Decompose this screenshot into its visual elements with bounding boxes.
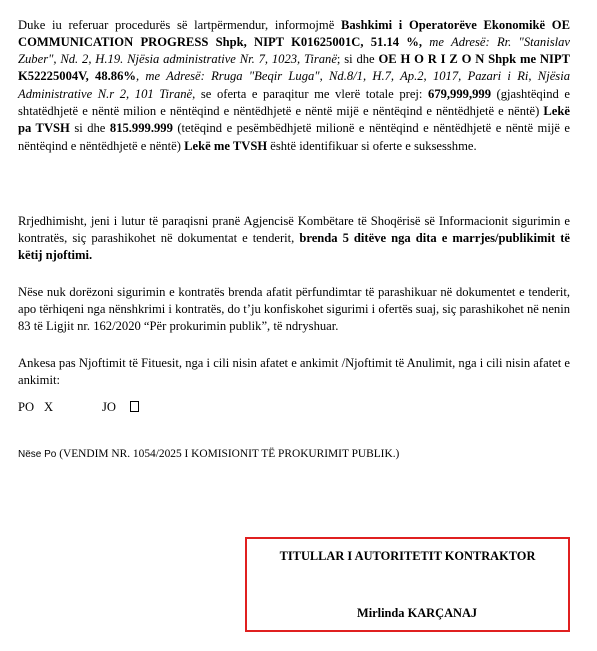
text-segment: (gjashtëqind e shtatëdhjetë e nëntë milion e nëntëqind e nëntëdhjetë e nëntë mijë e nëntëqind e nëntëdhjetë e nëntë) — [18, 86, 570, 119]
text-segment: , se oferta e paraqitur me vlerë totale prej: — [192, 86, 429, 101]
vat-label: Lekë me TVSH — [184, 138, 268, 153]
winner-notice-paragraph — [18, 17, 570, 155]
signatory-title: TITULLAR I AUTORITETIT KONTRAKTOR — [279, 549, 536, 563]
address-1: me Adresë: Rr. "Stanislav Zuber", Nd. 2, H.19. Njësia administrative Nr. 7, 1023, Tiranë — [18, 34, 570, 67]
text-segment: Nëse Po — [18, 449, 57, 461]
text-segment: Rrjedhimisht, jeni i lutur të paraqisni pranë Agjencisë Kombëtare të Shoqërisë së Informacionit sigurimin e kontratës, siç parashikohet në dokumentat e tenderit, — [18, 213, 570, 245]
complaint-paragraph: Ankesa pas Njoftimit të Fituesit, nga i cili nisin afatet e ankimit /Njoftimit të Anulimit, nga i cili nisin afatet e ankimit: — [18, 355, 570, 387]
decision-reference — [18, 446, 578, 463]
text-segment: (VENDIM NR. 1054/2025 I KOMISIONIT TË PROKURIMIT PUBLIK.) — [56, 448, 400, 461]
partner-name: OE H O R I Z O N Shpk me NIPT K52225004V, 48.86% — [18, 52, 570, 84]
deadline-text: brenda 5 ditëve nga dita e marrjes/publikimit të këtij njoftimi. — [18, 230, 570, 263]
no-checkbox[interactable] — [130, 401, 139, 412]
text-segment: Duke iu referuar procedurës së lartpërmendur, informojmë — [18, 17, 341, 32]
text-segment: ; si dhe — [336, 52, 379, 67]
forfeiture-paragraph: Nëse nuk dorëzoni sigurimin e kontratës brenda afatit përfundimtar të parashikuar në dokumentet e tenderit, apo tërhiqeni nga nënshkrimi i kontratës, do t’ju konfiskohet sigurimi i ofertës suaj, siç parashikohet në nenin 83 të Ligjit nr. 162/2020 “Për prokurimin publik”, të ndryshuar. — [18, 284, 570, 334]
guarantee-request-paragraph — [18, 213, 570, 265]
address-2: , me Adresë: Rruga "Beqir Luga", Nd.8/1, H.7, Ap.2, 1017, Pazari i Ri, Njësia Administrative N.r 2, 101 Tiranë — [18, 69, 570, 101]
text-segment: është identifikuar si oferte e suksesshme. — [267, 138, 477, 153]
signature-box — [245, 537, 570, 632]
no-label: JO — [102, 400, 116, 414]
value-without-vat: 679,999,999 — [428, 86, 491, 101]
signatory-name: Mirlinda KARÇANAJ — [357, 606, 478, 620]
yes-label: PO — [18, 400, 35, 414]
text-segment: si dhe — [69, 121, 110, 136]
consortium-name: Bashkimi i Operatorëve Ekonomikë OE COMMUNICATION PROGRESS Shpk, NIPT K01625001C, 51.14 %, — [18, 17, 570, 49]
vat-label: Lekë pa TVSH — [18, 104, 570, 136]
yes-checkbox[interactable]: X — [44, 400, 54, 414]
value-with-vat: 815.999.999 — [109, 121, 173, 136]
complaint-choice — [18, 399, 139, 416]
text-segment: (tetëqind e pesëmbëdhjetë milionë e nëntëqind e nëntëdhjetë e nëntë mijë e nëntëqind e nëntëdhjetë e nëntë) — [18, 121, 570, 153]
